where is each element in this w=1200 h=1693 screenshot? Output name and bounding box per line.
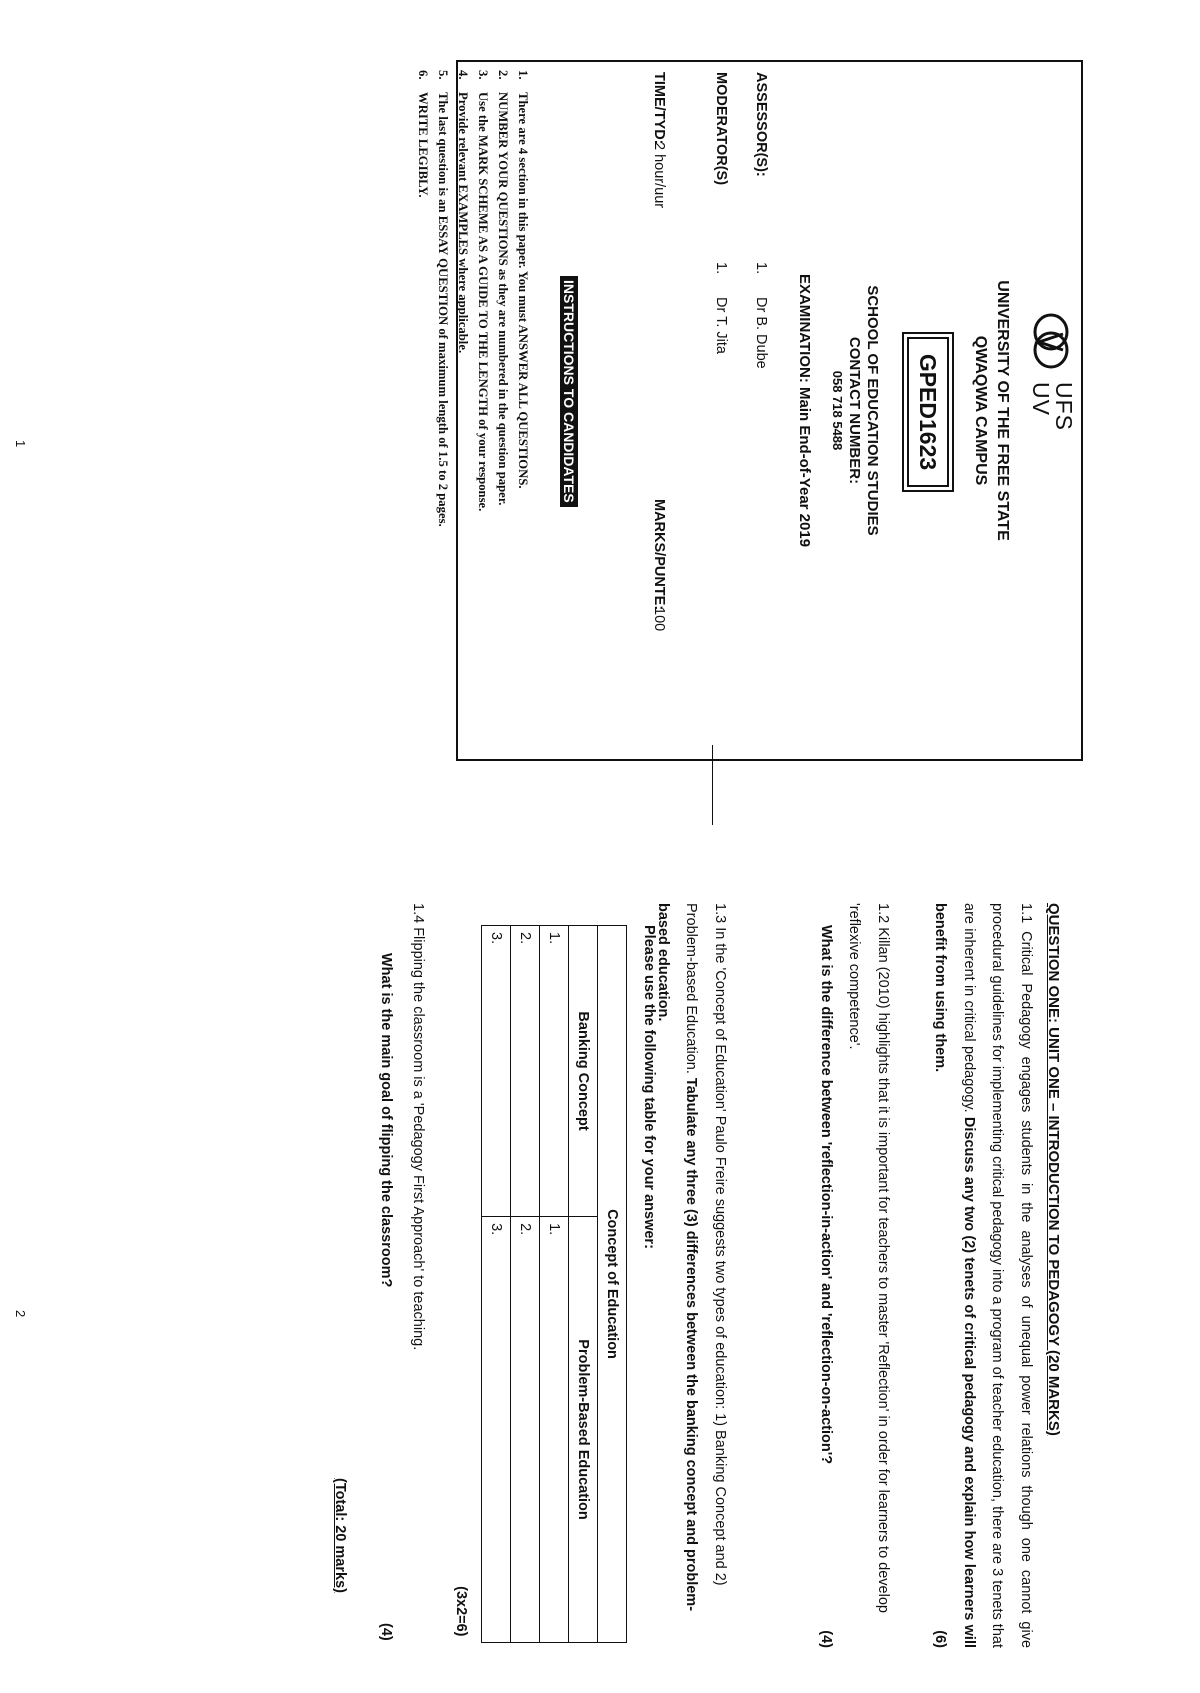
instruction-text: WRITE LEGIBLY. — [416, 92, 430, 198]
instruction-item — [493, 70, 513, 760]
campus-name: QWAQWA CAMPUS — [972, 335, 989, 486]
question-1-1 — [926, 903, 1040, 1648]
question-prompt: Discuss any two (2) tenets of critical pedagogy and explain how learners will benefit from using them. — [932, 903, 977, 1649]
page-divider-line — [712, 745, 713, 825]
table-instruction: Please use the following table for your answer: — [641, 925, 657, 1249]
time-label: TIME/TYD: — [651, 72, 667, 145]
instruction-item — [413, 70, 433, 760]
assessor-name: Dr B. Dube — [753, 297, 769, 369]
marks-label: MARKS/PUNTE: — [651, 499, 667, 611]
column-header-problem-based: Problem-Based Education — [569, 1217, 598, 1643]
ufs-emblem-icon — [1031, 312, 1071, 372]
instruction-text: The last question is an ESSAY QUESTION of maximum length of 1.5 to 2 pages. — [436, 92, 450, 527]
time-value: 2 hour/uur — [651, 142, 667, 209]
instruction-number: 3. — [476, 70, 490, 80]
question-text: Killan (2010) highlights that it is important for teachers to master 'Reflection' in order for learners to develop 'reflexive competence'. — [846, 903, 891, 1613]
question-number: 1.2 — [875, 903, 891, 924]
marks-value: 100 — [651, 607, 667, 632]
table-cell: 1. — [540, 926, 569, 1217]
contact-label: CONTACT NUMBER: — [846, 336, 863, 485]
question-1-3 — [649, 903, 735, 1648]
table-cell: 3. — [482, 926, 511, 1217]
instruction-item — [453, 70, 473, 760]
instruction-number: 2. — [496, 70, 510, 80]
question-text: Flipping the classroom is a 'Pedagogy First Approach' to teaching. — [410, 927, 426, 1351]
assessor-number: 1. — [753, 262, 769, 275]
instruction-number: 4. — [456, 70, 470, 80]
moderator-number: 1. — [713, 262, 729, 275]
question-number: 1.4 — [410, 903, 426, 924]
question-prompt: What is the difference between 'reflection-in-action' and 'reflection-on-action'? — [818, 925, 834, 1465]
question-number: 1.3 — [712, 903, 728, 924]
table-title: Concept of Education — [598, 926, 627, 1643]
university-name: UNIVERSITY OF THE FREE STATE — [994, 280, 1011, 541]
table-cell: 1. — [540, 1217, 569, 1643]
instructions-heading: INSTRUCTIONS TO CANDIDATES — [560, 276, 578, 507]
question-marks: (6) — [932, 1630, 949, 1648]
school-name: SCHOOL OF EDUCATION STUDIES — [864, 285, 881, 536]
column-header-banking: Banking Concept — [569, 926, 598, 1217]
instruction-item — [513, 70, 533, 760]
table-cell: 3. — [482, 1217, 511, 1643]
assessor-label: ASSESSOR(S): — [753, 72, 769, 177]
ufs-logo — [1017, 312, 1075, 512]
instruction-number: 6. — [416, 70, 430, 80]
table-row — [540, 926, 569, 1643]
cover-frame — [456, 60, 1083, 761]
page-number-1: 1 — [13, 440, 28, 448]
contact-number: 058 718 5488 — [830, 370, 845, 451]
logo-lettering — [1029, 382, 1075, 431]
question-marks: (3x2=6) — [453, 1586, 469, 1637]
question-prompt: Tabulate any three (3) differences between the banking concept and problem-based education. — [655, 903, 700, 1612]
table-cell: 2. — [511, 1217, 540, 1643]
question-marks: (4) — [378, 1623, 394, 1641]
table-cell: 2. — [511, 926, 540, 1217]
total-marks: (Total: 20 marks) — [332, 1478, 348, 1593]
page-number-2: 2 — [13, 1310, 28, 1318]
instruction-number: 5. — [436, 70, 450, 80]
concept-of-education-table — [453, 925, 627, 1643]
question-number: 1.1 — [1018, 903, 1034, 924]
question-one-heading: QUESTION ONE: UNIT ONE – INTRODUCTION TO PEDAGOGY (20 MARKS) — [1045, 903, 1062, 1436]
instruction-text: There are 4 section in this paper. You must ANSWER ALL QUESTIONS. — [516, 92, 530, 489]
question-marks: (4) — [818, 1630, 834, 1648]
instruction-text: Provide relevant EXAMPLES where applicable. — [456, 92, 470, 354]
question-1-2 — [812, 903, 898, 1648]
instruction-text: NUMBER YOUR QUESTIONS as they are numbered in the question paper. — [496, 92, 510, 506]
cover-page — [416, 60, 1083, 760]
instruction-item — [433, 70, 453, 760]
logo-text-uv: UV — [1028, 382, 1054, 416]
question-page — [142, 903, 1062, 1678]
examination-title: EXAMINATION: Main End-of-Year 2019 — [796, 273, 813, 548]
moderator-label: MODERATOR(S) — [713, 72, 729, 186]
instruction-text: Use the MARK SCHEME AS A GUIDE TO THE LENGTH of your response. — [476, 92, 490, 512]
moderator-name: Dr T. Jita — [713, 297, 729, 354]
question-prompt: What is the main goal of flipping the classroom? — [378, 953, 394, 1288]
instructions-list — [413, 70, 533, 760]
table-row — [511, 926, 540, 1643]
module-code: GPED1623 — [907, 337, 949, 487]
question-text: In the 'Concept of Education' Paulo Freire suggests two types of education: 1) Banking Concept and 2) Problem-based Education. — [683, 903, 728, 1586]
logo-text-ufs: UFS — [1051, 382, 1077, 431]
instruction-item — [473, 70, 493, 760]
instruction-number: 1. — [516, 70, 530, 80]
table-row — [482, 926, 511, 1643]
question-text: Critical Pedagogy engages students in the analyses of unequal power relations though one cannot give procedural guidelines for implementing critical pedagogy into a program of teacher education, there are 3 tenets that are inherent in critical pedagogy. — [961, 903, 1034, 1649]
question-1-4 — [404, 903, 433, 1648]
